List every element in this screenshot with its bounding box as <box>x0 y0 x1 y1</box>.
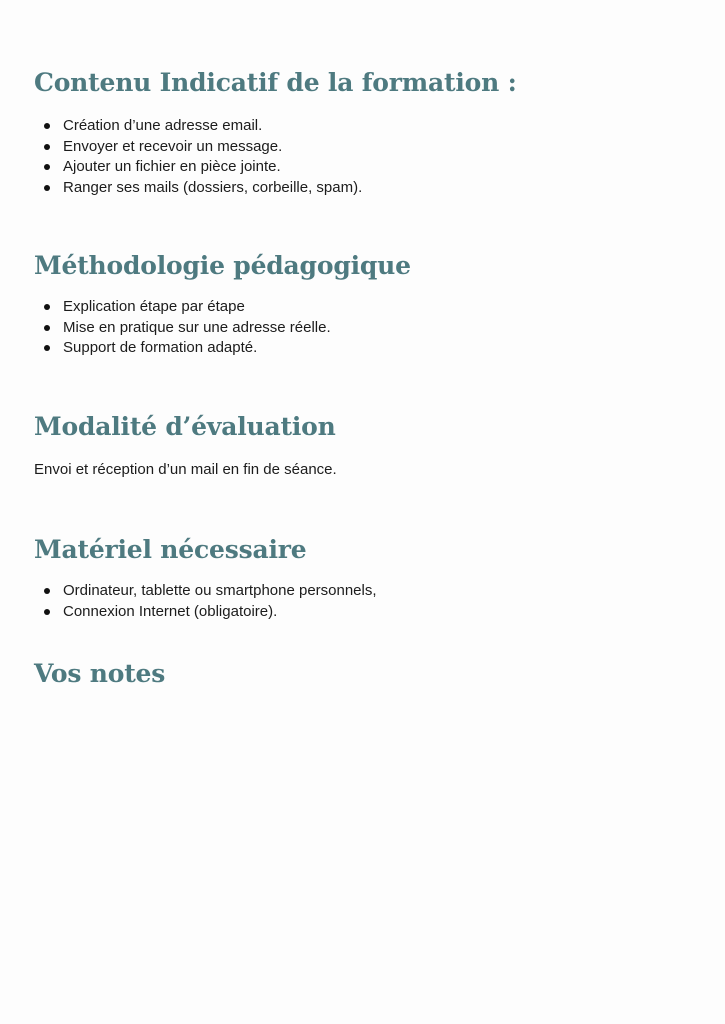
bullet-icon <box>44 185 50 191</box>
bullet-icon <box>44 144 50 150</box>
list-item: Création d’une adresse email. <box>34 116 695 137</box>
bullet-icon <box>44 304 50 310</box>
bullet-list <box>34 581 695 622</box>
bullet-list <box>34 116 695 198</box>
list-item: Connexion Internet (obligatoire). <box>34 602 695 623</box>
section-heading: Vos notes <box>34 659 166 688</box>
section-contenu <box>34 68 695 198</box>
section-heading: Contenu Indicatif de la formation : <box>34 68 517 97</box>
list-item: Ajouter un fichier en pièce jointe. <box>34 157 695 178</box>
list-item: Envoyer et recevoir un message. <box>34 137 695 158</box>
section-notes <box>34 659 695 689</box>
section-methodologie <box>34 251 695 359</box>
list-item: Mise en pratique sur une adresse réelle. <box>34 318 695 339</box>
bullet-icon <box>44 345 50 351</box>
list-item: Ranger ses mails (dossiers, corbeille, spam). <box>34 178 695 199</box>
section-materiel <box>34 535 695 622</box>
section-heading: Matériel nécessaire <box>34 535 307 564</box>
evaluation-text: Envoi et réception d’un mail en fin de séance. <box>34 461 337 478</box>
bullet-icon <box>44 325 50 331</box>
section-heading: Modalité d’évaluation <box>34 412 336 441</box>
section-heading: Méthodologie pédagogique <box>34 251 411 280</box>
list-item: Explication étape par étape <box>34 297 695 318</box>
bullet-list <box>34 297 695 359</box>
bullet-icon <box>44 164 50 170</box>
list-item: Ordinateur, tablette ou smartphone personnels, <box>34 581 695 602</box>
section-evaluation <box>34 412 695 480</box>
bullet-icon <box>44 123 50 129</box>
bullet-icon <box>44 609 50 615</box>
bullet-icon <box>44 588 50 594</box>
list-item: Support de formation adapté. <box>34 338 695 359</box>
